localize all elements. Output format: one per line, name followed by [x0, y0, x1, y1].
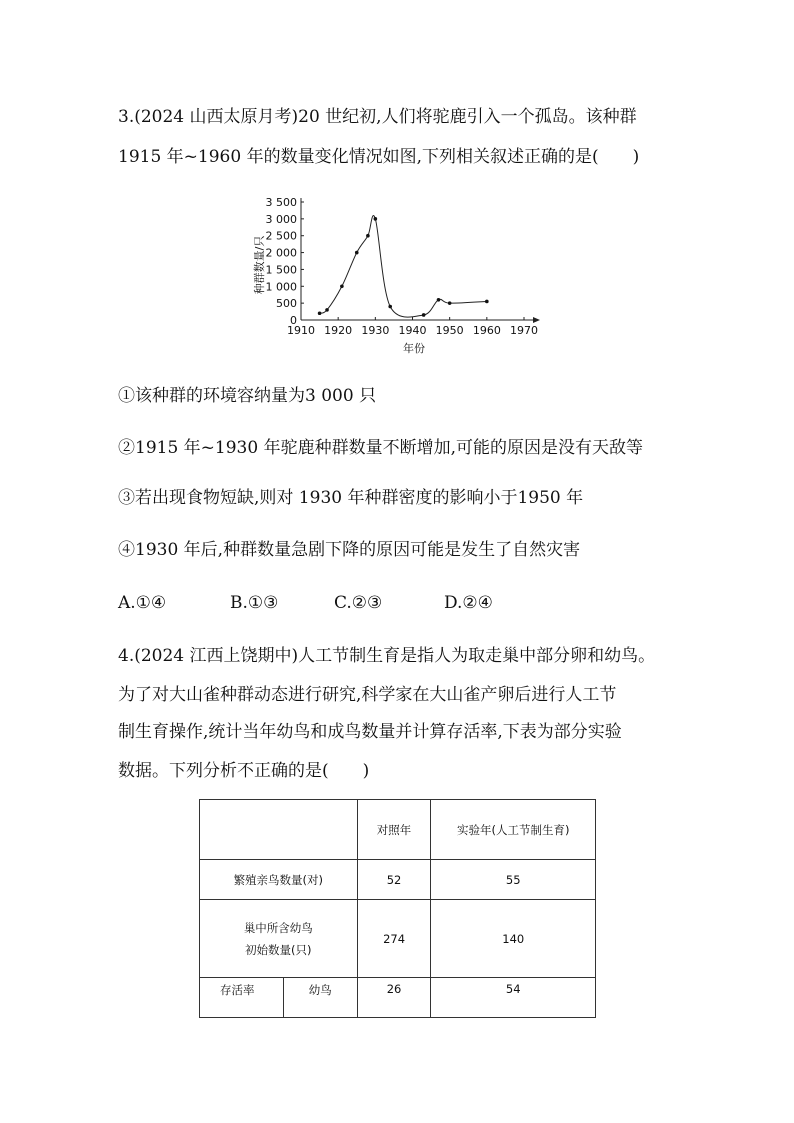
row-label-initial-chicks-b: 初始数量(只) [245, 942, 312, 957]
q4-stem-line2: 为了对大山雀种群动态进行研究,科学家在大山雀产卵后进行人工节 [118, 685, 617, 705]
header-experiment-year: 实验年(人工节制生育) [431, 800, 596, 860]
data-point [355, 251, 359, 255]
chart-axes [301, 198, 540, 323]
q3-options [118, 592, 493, 614]
cell-control-initial-chicks: 274 [357, 900, 431, 978]
data-point [318, 311, 322, 315]
data-point [485, 300, 489, 304]
y-tick-label: 1 000 [265, 280, 297, 294]
x-tick-label: 1960 [472, 324, 501, 337]
y-tick-label: 0 [290, 314, 297, 327]
row-label-initial-chicks-a: 巢中所含幼鸟 [243, 920, 313, 935]
q3-option-d[interactable]: D.②④ [444, 593, 493, 613]
y-tick-label: 2 500 [265, 229, 297, 243]
x-tick-label: 1920 [324, 324, 353, 337]
y-tick-label: 500 [276, 297, 297, 311]
experiment-data-table [199, 799, 596, 1018]
population-line-chart [250, 190, 550, 360]
q3-option-c[interactable]: C.②③ [334, 593, 383, 613]
table-row [200, 978, 596, 1018]
data-point [340, 284, 344, 288]
table-header-row [200, 800, 596, 860]
chart-series [318, 216, 489, 318]
cell-control-survival: 26 [357, 978, 431, 1018]
data-point [422, 313, 426, 317]
cell-control-breeding-pairs: 52 [357, 860, 431, 900]
q3-statement-3: ③若出现食物短缺,则对 1930 年种群密度的影响小于1950 年 [118, 488, 584, 508]
y-tick-label: 1 500 [265, 263, 297, 277]
q3-option-b[interactable]: B.①③ [230, 593, 279, 613]
data-point [325, 308, 329, 312]
chart-ticks [266, 196, 539, 337]
data-point [448, 301, 452, 305]
q3-statement-2: ②1915 年~1930 年驼鹿种群数量不断增加,可能的原因是没有天敌等 [118, 438, 643, 458]
chart-x-axis-label: 年份 [403, 342, 425, 355]
q3-statement-1: ①该种群的环境容纳量为3 000 只 [118, 386, 377, 406]
cell-experiment-breeding-pairs: 55 [431, 860, 596, 900]
x-tick-label: 1910 [287, 324, 315, 337]
y-tick-label: 2 000 [265, 246, 297, 260]
y-tick-label: 3 000 [265, 212, 297, 226]
x-tick-label: 1970 [510, 324, 538, 337]
q3-stem-line2: 1915 年~1960 年的数量变化情况如图,下列相关叙述正确的是( ) [118, 147, 640, 167]
table-corner-cell [200, 800, 358, 860]
q3-stem-line1: 3.(2024 山西太原月考)20 世纪初,人们将驼鹿引入一个孤岛。该种群 [118, 107, 637, 127]
row-sublabel-chicks: 幼鸟 [283, 978, 357, 1018]
data-point [366, 234, 370, 238]
x-tick-label: 1940 [398, 324, 427, 337]
y-tick-label: 3 500 [265, 196, 297, 209]
table-row [200, 860, 596, 900]
table-row [200, 900, 596, 978]
chart-y-axis-label: 种群数量/只 [253, 235, 266, 295]
cell-experiment-initial-chicks: 140 [431, 900, 596, 978]
q3-option-a[interactable]: A.①④ [118, 593, 167, 613]
data-point [388, 305, 392, 309]
q3-statement-4: ④1930 年后,种群数量急剧下降的原因可能是发生了自然灾害 [118, 540, 581, 560]
x-tick-label: 1950 [435, 324, 464, 337]
q4-stem-line1: 4.(2024 江西上饶期中)人工节制生育是指人为取走巢中部分卵和幼鸟。 [118, 646, 656, 666]
row-label-initial-chicks [200, 900, 358, 978]
row-label-breeding-pairs: 繁殖亲鸟数量(对) [200, 860, 358, 900]
cell-experiment-survival: 54 [431, 978, 596, 1018]
header-control-year: 对照年 [357, 800, 431, 860]
x-axis-arrow [533, 317, 540, 323]
data-point [374, 217, 378, 221]
q4-stem-line3: 制生育操作,统计当年幼鸟和成鸟数量并计算存活率,下表为部分实验 [118, 722, 622, 742]
series-line [320, 216, 487, 318]
x-tick-label: 1930 [361, 324, 390, 337]
row-label-survival-rate: 存活率 [200, 978, 284, 1018]
data-point [437, 298, 441, 302]
q4-stem-line4: 数据。下列分析不正确的是( ) [118, 761, 370, 781]
